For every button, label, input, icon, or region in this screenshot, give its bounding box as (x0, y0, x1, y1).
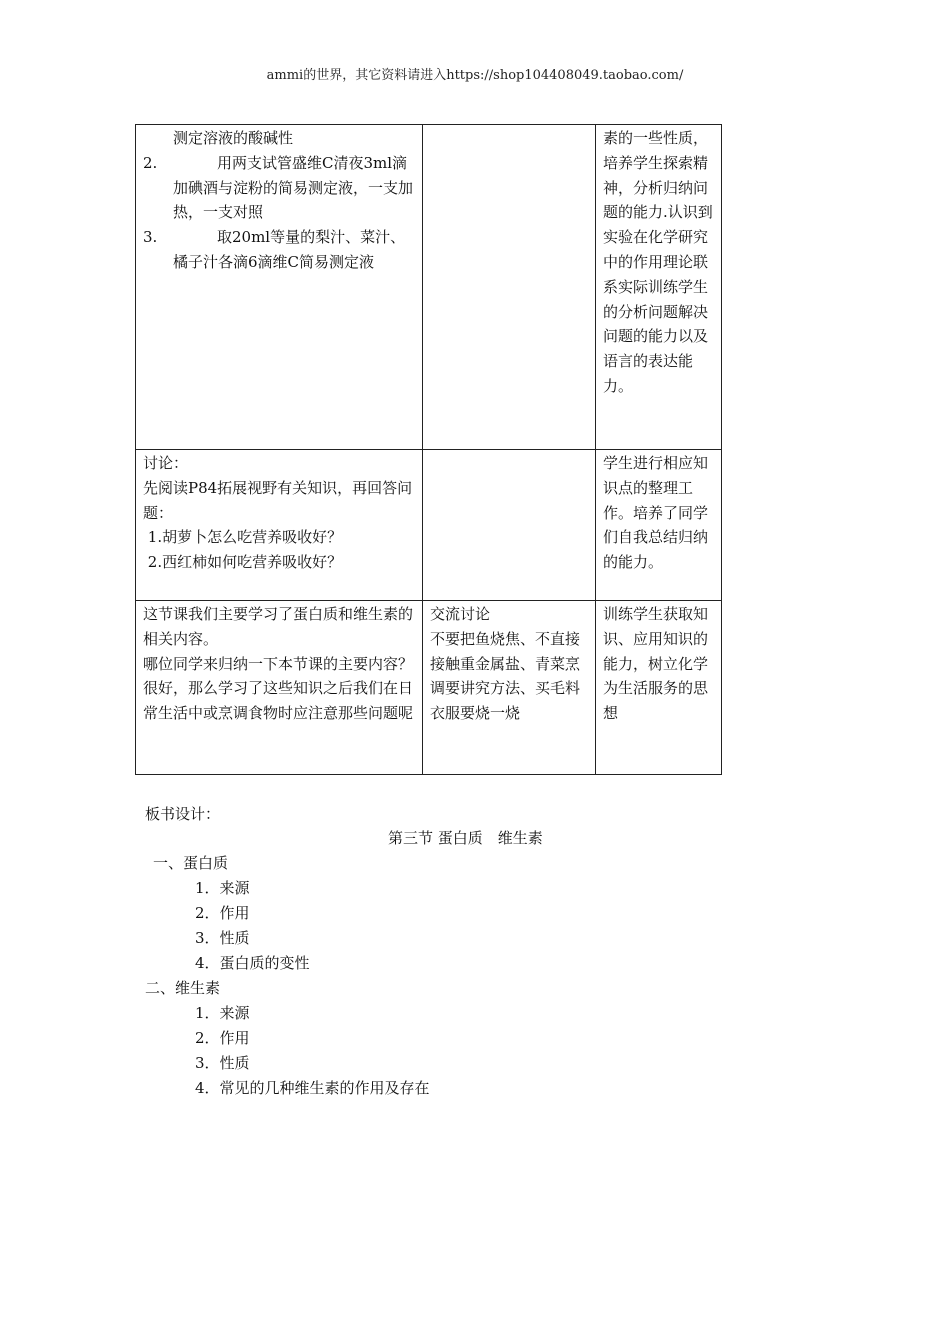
summary-text: 很好，那么学习了这些知识之后我们在日常生活中或烹调食物时应注意那些问题呢 (143, 679, 414, 723)
table-row (136, 125, 722, 450)
step-text-rest: 汁、橘子汁各滴6滴维C简易测定液 (173, 228, 406, 271)
activity-intro: 测定溶液的酸碱性 (173, 129, 294, 147)
discussion-instruction: 先阅读P84拓展视野有关知识，再回答问题： (143, 478, 413, 522)
student-activity-cell (423, 450, 596, 601)
summary-text: 哪位同学来归纳一下本节课的主要内容？ (143, 654, 414, 673)
step-text-first: 取20ml等量的梨汁、菜 (217, 228, 376, 247)
summary-text: 这节课我们主要学习了蛋白质和维生素的相关内容。 (143, 605, 414, 648)
list-item: 4．常见的几种维生素的作用及存在 (195, 1079, 430, 1097)
discussion-heading: 讨论： (143, 454, 189, 472)
exchange-text: 不要把鱼烧焦、不直接接触重金属盐、青菜烹调要讲究方法、买毛料衣服要烧一烧 (430, 629, 581, 723)
lesson-plan-table (135, 124, 722, 775)
list-item: 1．来源 (195, 879, 250, 897)
step-number: 2. (143, 153, 158, 172)
list-item: 1．来源 (195, 1004, 250, 1022)
section-heading: 一、蛋白质 (153, 854, 229, 872)
section-heading: 二、维生素 (145, 979, 221, 997)
student-activity-cell (423, 125, 596, 450)
experiment-step (143, 151, 415, 225)
list-item: 2．作用 (195, 1029, 250, 1047)
list-item: 3．性质 (195, 929, 250, 947)
activity-cell (136, 125, 423, 450)
board-design-label: 板书设计： (145, 805, 221, 823)
board-title: 第三节 蛋白质 维生素 (388, 829, 543, 847)
step-text-rest: ml滴加碘酒与淀粉的简易测定液，一支加热，一支对照 (173, 153, 414, 222)
design-intent-cell: 素的一些性质，培养学生探索精神，分析归纳问题的能力.认识到实验在化学研究中的作用理论联系实际训练学生的分析问题解决问题的能力以及语言的表达能力。 (596, 125, 722, 450)
activity-cell (136, 450, 423, 601)
student-activity-cell (423, 601, 596, 775)
list-item: 3．性质 (195, 1054, 250, 1072)
step-text-first: 用两支试管盛维C清夜3 (217, 153, 374, 172)
table-row (136, 450, 722, 601)
design-intent-cell: 训练学生获取知识、应用知识的能力，树立化学为生活服务的思想 (596, 601, 722, 775)
list-item: 4．蛋白质的变性 (195, 954, 310, 972)
exchange-heading: 交流讨论 (430, 605, 491, 623)
activity-cell (136, 601, 423, 775)
step-number: 3. (143, 228, 158, 247)
discussion-question: 1.胡萝卜怎么吃营养吸收好？ (143, 528, 343, 547)
list-item: 2．作用 (195, 904, 250, 922)
discussion-question: 2.西红柿如何吃营养吸收好？ (143, 553, 343, 572)
experiment-step (143, 225, 415, 275)
table-row (136, 601, 722, 775)
design-intent-cell: 学生进行相应知识点的整理工作。培养了同学们自我总结归纳的能力。 (596, 450, 722, 601)
page-header-watermark: ammi的世界，其它资料请进入https://shop104408049.taobao.com/ (266, 68, 684, 83)
